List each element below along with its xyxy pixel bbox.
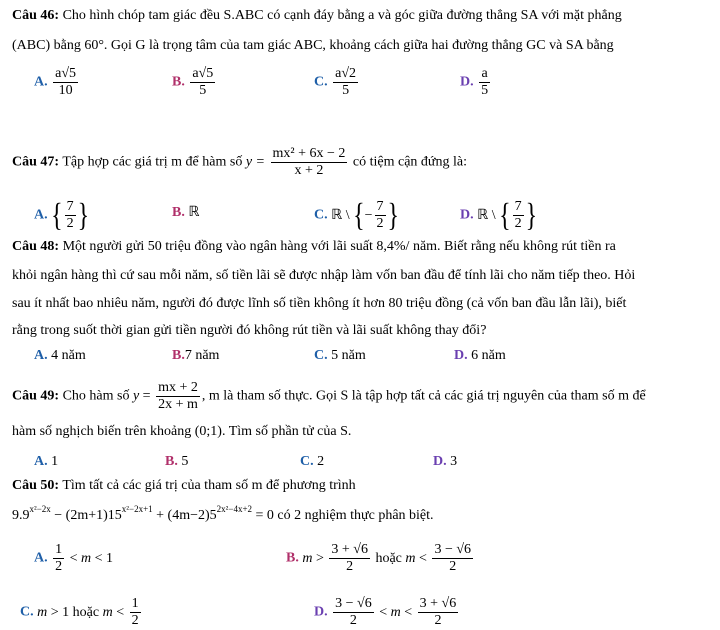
option-value: 2 xyxy=(317,454,325,469)
option-letter: C. xyxy=(20,604,34,620)
option-letter: A. xyxy=(34,550,48,566)
option-letter: C. xyxy=(314,207,328,223)
option-value: $\frac{1}{2}$ < m < 1 xyxy=(55,542,114,574)
fraction: $\frac{a}{5}$ xyxy=(481,66,489,98)
function-fraction: $\frac{mx + 2}{2x + m}$ xyxy=(158,380,198,412)
q49-option-a[interactable] xyxy=(34,453,58,471)
option-letter: A. xyxy=(34,348,48,363)
option-letter: A. xyxy=(34,207,48,223)
option-letter: D. xyxy=(454,348,468,363)
option-letter: A. xyxy=(34,74,48,90)
q48-option-d[interactable] xyxy=(454,347,506,365)
option-value: { $\frac{7}{2}$ } xyxy=(51,197,90,234)
q50-option-c[interactable] xyxy=(20,596,143,629)
q48-line4: rằng trong suốt thời gian gửi tiền người đó không rút tiền và lãi suất không thay đổi? xyxy=(12,323,487,338)
q50-line1: Câu 50: Tìm tất cả các giá trị của tham số m để phương trình xyxy=(12,478,356,493)
q46-label: Câu 46: xyxy=(12,8,60,23)
function-fraction: $\frac{\text{mx² + 6x − 2}}{x + 2}$ xyxy=(272,146,346,178)
q46-text-line1: Cho hình chóp tam giác đều S.ABC có cạnh đáy bằng a và góc giữa đường thẳng SA với mặt phẳng xyxy=(62,8,622,23)
q46-option-a[interactable] xyxy=(34,66,80,99)
q46-option-b[interactable] xyxy=(172,66,217,99)
q47-option-c[interactable] xyxy=(314,199,399,232)
q48-line2: khỏi ngân hàng thì cứ sau mỗi năm, số tiền lãi sẽ được nhập làm vốn ban đầu để tính lãi cho năm tiếp theo. Hỏi xyxy=(12,268,636,283)
option-letter: D. xyxy=(460,207,474,223)
option-letter: C. xyxy=(314,348,328,363)
q47-option-a[interactable] xyxy=(34,199,89,232)
q49-option-d[interactable] xyxy=(433,453,457,471)
q46-line2: (ABC) bằng 60°. Gọi G là trọng tâm của tam giác ABC, khoảng cách giữa hai đường thẳng GC và SA bằng xyxy=(12,38,614,53)
q50-option-d[interactable] xyxy=(314,596,460,629)
option-value: ℝ \ {− $\frac{7}{2}$ } xyxy=(331,197,400,234)
q48-line1: Câu 48: Một người gửi 50 triệu đồng vào ngân hàng với lãi suất 8,4%/ năm. Biết rằng nếu không rút tiền ra xyxy=(12,239,616,254)
option-letter: B. xyxy=(172,348,185,363)
fraction: $\frac{a√2}{5}$ xyxy=(335,66,357,98)
option-value: 5 xyxy=(181,454,189,469)
option-value: 4 năm xyxy=(51,348,86,363)
q46-option-c[interactable] xyxy=(314,66,360,99)
q47-label: Câu 47: xyxy=(12,154,60,170)
q50-option-b[interactable] xyxy=(286,542,475,575)
q48-option-b[interactable] xyxy=(172,347,219,365)
option-letter: A. xyxy=(34,454,48,469)
option-value: m > 1 hoặc m < $\frac{1}{2}$ xyxy=(37,596,139,628)
fraction: $\frac{a√5}{10}$ xyxy=(55,66,77,98)
q46-option-d[interactable] xyxy=(460,66,492,99)
option-letter: D. xyxy=(460,74,474,90)
option-letter: D. xyxy=(433,454,447,469)
option-value: ℝ \ { $\frac{7}{2}$ } xyxy=(477,197,538,234)
option-value: 5 năm xyxy=(331,348,366,363)
option-letter: B. xyxy=(172,74,185,90)
option-value: $\frac{3 - √6}{2}$ < m < $\frac{3 + √6}{2}$ xyxy=(335,596,457,628)
option-value: 1 xyxy=(51,454,59,469)
option-letter: B. xyxy=(165,454,178,469)
q47-line1: Câu 47: Tập hợp các giá trị m để hàm số y = $\frac{\text{mx² + 6x − 2}}{x + 2}$ có tiệm cận đứng là: xyxy=(12,146,467,178)
q46-line1 xyxy=(12,7,622,25)
option-value: 6 năm xyxy=(471,348,506,363)
q48-option-a[interactable] xyxy=(34,347,86,365)
q48-option-c[interactable] xyxy=(314,347,366,365)
fraction: $\frac{a√5}{5}$ xyxy=(192,66,214,98)
q49-label: Câu 49: xyxy=(12,388,60,404)
q50-equation: $9.9^{x^2-2x} - (2m+1)15^{x^2-2x+1} + (4m-2)5^{2x^2-4x+2} = 0$ có 2 nghiệm thực phân biệt. xyxy=(12,504,434,523)
option-value: 7 năm xyxy=(184,348,220,363)
q49-line1: Câu 49: Cho hàm số y = $\frac{mx + 2}{2x + m}$ , m là tham số thực. Gọi S là tập hợp tất cả các giá trị nguyên của tham số m để xyxy=(12,380,646,412)
option-value: 3 xyxy=(450,454,458,469)
option-letter: D. xyxy=(314,604,328,620)
option-letter: B. xyxy=(286,550,299,566)
q49-option-c[interactable] xyxy=(300,453,324,471)
option-value: ℝ xyxy=(188,204,200,220)
q48-line3: sau ít nhất bao nhiêu năm, người đó được lĩnh số tiền không ít hơn 80 triệu đồng (cả vốn ban đầu lẫn lãi), biết xyxy=(12,296,627,311)
equation-expression: $9.9^{x^2-2x} - (2m+1)15^{x^2-2x+1} + (4m-2)5^{2x^2-4x+2}$ xyxy=(12,504,253,523)
option-value: m > $\frac{3 + √6}{2}$ hoặc m < $\frac{3 - √6}{2}$ xyxy=(302,542,472,574)
q49-option-b[interactable] xyxy=(165,453,188,471)
q48-label: Câu 48: xyxy=(12,239,60,254)
q50-label: Câu 50: xyxy=(12,478,60,493)
option-letter: C. xyxy=(314,74,328,90)
option-letter: C. xyxy=(300,454,314,469)
q49-line2: hàm số nghịch biến trên khoảng (0;1). Tìm số phần tử của S. xyxy=(12,424,352,439)
option-letter: B. xyxy=(172,205,185,220)
q47-option-b[interactable] xyxy=(172,203,199,222)
q50-option-a[interactable] xyxy=(34,542,113,575)
q47-option-d[interactable] xyxy=(460,199,537,232)
